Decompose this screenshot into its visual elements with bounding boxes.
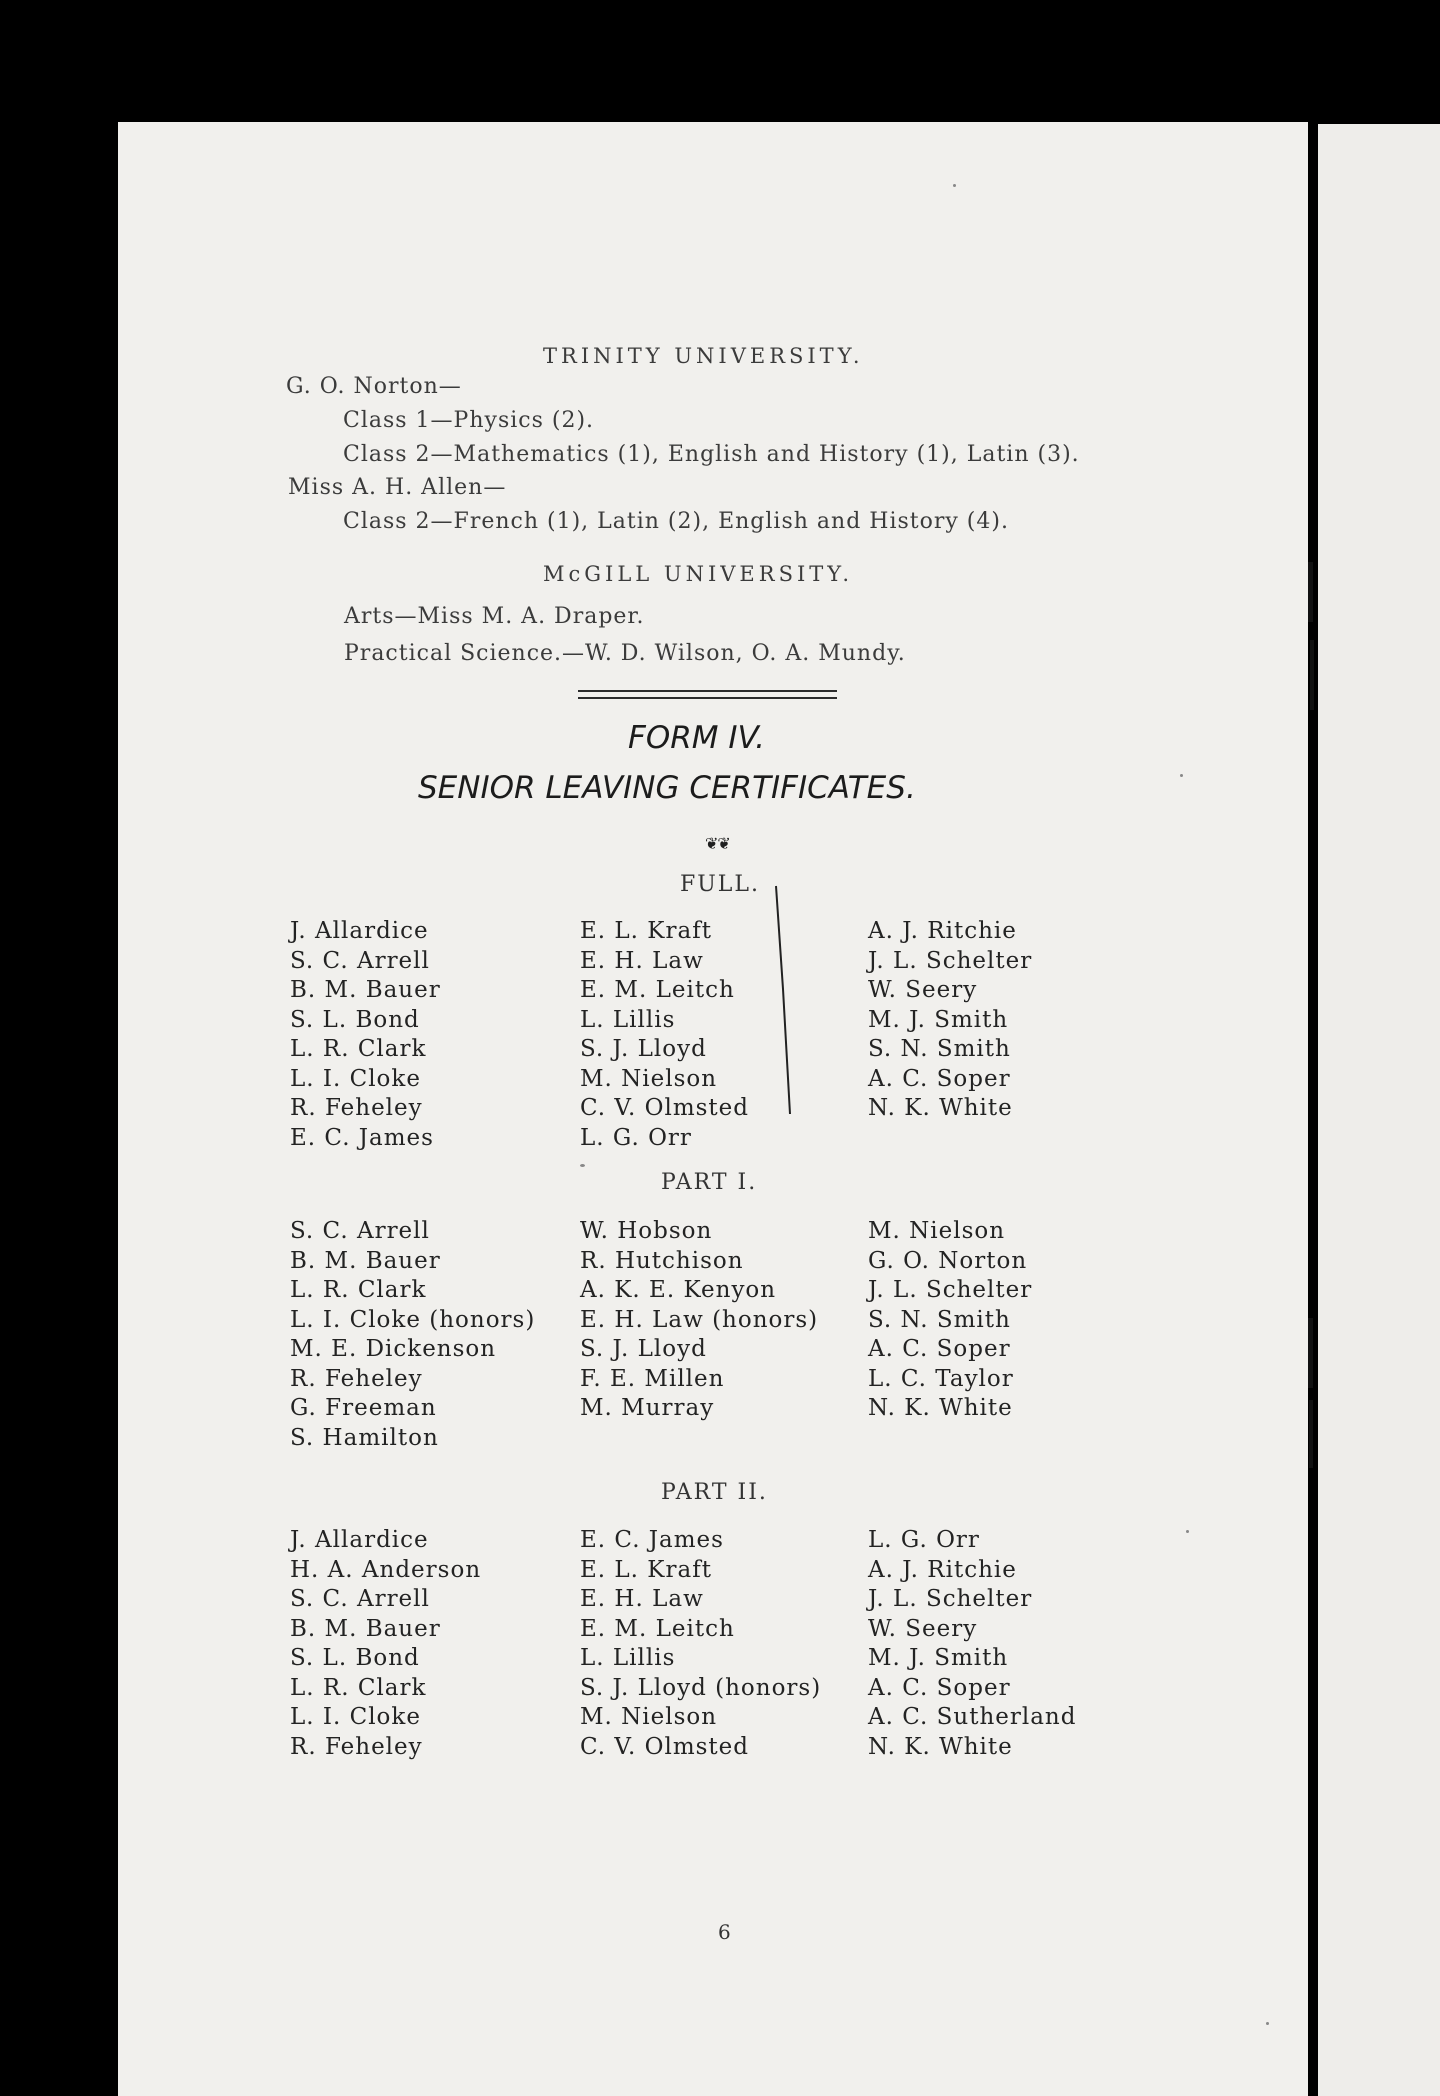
list-item: W. Seery [868, 977, 978, 1003]
part1-label: PART I. [661, 1170, 758, 1195]
list-item: M. Murray [580, 1395, 715, 1421]
list-item: A. C. Soper [868, 1065, 1011, 1092]
pencil-mark-icon [773, 884, 803, 1124]
list-item: B. M. Bauer [290, 1615, 441, 1642]
binding-mark [1308, 562, 1313, 622]
divider-rule-bottom [578, 697, 837, 699]
list-item: A. C. Soper [868, 1674, 1011, 1701]
list-item: L. R. Clark [290, 1277, 427, 1303]
list-item: E. L. Kraft [580, 918, 712, 944]
list-item: J. L. Schelter [868, 1586, 1033, 1612]
part1-column-3 [868, 1217, 1032, 1424]
list-item: N. K. White [868, 1095, 1013, 1121]
form-subtitle: SENIOR LEAVING CERTIFICATES. [418, 770, 916, 806]
list-item: W. Hobson [580, 1218, 713, 1244]
list-item: L. I. Cloke (honors) [290, 1306, 536, 1333]
full-label: FULL. [680, 872, 761, 897]
scan-speck [1180, 774, 1183, 777]
list-item: A. C. Sutherland [868, 1704, 1077, 1730]
list-item: L. R. Clark [290, 1036, 427, 1062]
list-item: M. Nielson [868, 1218, 1006, 1244]
part2-column-2 [580, 1526, 821, 1762]
part1-column-1 [290, 1217, 535, 1453]
list-item: E. H. Law (honors) [580, 1306, 819, 1333]
norton-class1: Class 1—Physics (2). [343, 408, 595, 433]
list-item: A. K. E. Kenyon [580, 1277, 777, 1303]
page-number: 6 [718, 1920, 731, 1944]
list-item: A. J. Ritchie [868, 1556, 1017, 1583]
list-item: E. M. Leitch [580, 977, 735, 1003]
list-item: C. V. Olmsted [580, 1733, 750, 1760]
list-item: M. E. Dickenson [290, 1336, 497, 1362]
list-item: L. C. Taylor [868, 1365, 1014, 1392]
list-item: E. M. Leitch [580, 1615, 735, 1642]
list-item: J. L. Schelter [868, 1277, 1033, 1303]
list-item: N. K. White [868, 1395, 1013, 1421]
list-item: R. Hutchison [580, 1247, 744, 1274]
scan-speck [953, 184, 956, 187]
binding-mark [1309, 1400, 1313, 1468]
list-item: A. J. Ritchie [868, 918, 1017, 944]
trinity-heading: TRINITY UNIVERSITY. [543, 344, 864, 368]
list-item: L. I. Cloke [290, 1704, 421, 1730]
list-item: R. Feheley [290, 1095, 423, 1121]
list-item: R. Feheley [290, 1733, 423, 1760]
part2-column-3 [868, 1526, 1076, 1762]
list-item: W. Seery [868, 1615, 978, 1642]
list-item: S. N. Smith [868, 1036, 1011, 1062]
list-item: J. L. Schelter [868, 947, 1033, 974]
list-item: L. Lillis [580, 1006, 676, 1033]
allen-name: Miss A. H. Allen— [288, 475, 507, 500]
list-item: S. N. Smith [868, 1306, 1011, 1333]
list-item: E. H. Law [580, 1586, 704, 1612]
list-item: S. J. Lloyd [580, 1336, 707, 1362]
list-item: E. H. Law [580, 947, 704, 974]
list-item: L. I. Cloke [290, 1065, 421, 1092]
mcgill-arts: Arts—Miss M. A. Draper. [344, 604, 645, 629]
list-item: S. C. Arrell [290, 1218, 430, 1244]
scanned-page [118, 122, 1308, 2096]
list-item: E. L. Kraft [580, 1556, 712, 1583]
list-item: M. Nielson [580, 1704, 718, 1730]
list-item: S. J. Lloyd (honors) [580, 1674, 822, 1701]
list-item: M. J. Smith [868, 1645, 1009, 1671]
list-item: G. O. Norton [868, 1247, 1028, 1274]
list-item: B. M. Bauer [290, 977, 441, 1003]
part2-column-1 [290, 1526, 481, 1762]
list-item: R. Feheley [290, 1365, 423, 1392]
norton-name: G. O. Norton— [286, 374, 462, 399]
part1-column-2 [580, 1217, 818, 1424]
norton-class2: Class 2—Mathematics (1), English and History (1), Latin (3). [343, 442, 1080, 467]
list-item: M. J. Smith [868, 1006, 1009, 1033]
list-item: M. Nielson [580, 1065, 718, 1092]
full-column-1 [290, 917, 441, 1153]
list-item: L. R. Clark [290, 1674, 427, 1701]
list-item: E. C. James [290, 1124, 434, 1151]
list-item: L. G. Orr [868, 1527, 980, 1553]
ornament-icon: ❦❦ [705, 834, 730, 853]
list-item: H. A. Anderson [290, 1556, 482, 1583]
scan-speck [1266, 2022, 1269, 2025]
form-title: FORM IV. [628, 720, 766, 756]
list-item: L. Lillis [580, 1645, 676, 1671]
full-column-2 [580, 917, 749, 1153]
list-item: L. G. Orr [580, 1124, 692, 1151]
scan-speck [1186, 1530, 1189, 1533]
full-column-3 [868, 917, 1032, 1124]
list-item: S. L. Bond [290, 1006, 420, 1033]
list-item: S. C. Arrell [290, 947, 430, 974]
list-item: E. C. James [580, 1527, 724, 1553]
divider-rule-top [578, 690, 837, 692]
list-item: C. V. Olmsted [580, 1095, 750, 1121]
list-item: S. Hamilton [290, 1424, 439, 1451]
binding-mark [1308, 1318, 1313, 1388]
list-item: F. E. Millen [580, 1365, 725, 1392]
list-item: B. M. Bauer [290, 1247, 441, 1274]
list-item: S. L. Bond [290, 1645, 420, 1671]
scan-speck [580, 1164, 585, 1167]
list-item: J. Allardice [290, 1527, 429, 1553]
list-item: A. C. Soper [868, 1336, 1011, 1362]
mcgill-heading: McGILL UNIVERSITY. [543, 562, 854, 586]
list-item: S. C. Arrell [290, 1586, 430, 1612]
allen-class2: Class 2—French (1), Latin (2), English and History (4). [343, 509, 1009, 534]
list-item: S. J. Lloyd [580, 1036, 707, 1062]
list-item: J. Allardice [290, 918, 429, 944]
list-item: N. K. White [868, 1733, 1013, 1760]
part2-label: PART II. [661, 1480, 768, 1505]
list-item: G. Freeman [290, 1395, 437, 1421]
mcgill-practical: Practical Science.—W. D. Wilson, O. A. Mundy. [344, 641, 906, 666]
binding-mark [1310, 640, 1314, 710]
adjacent-page-edge [1318, 124, 1440, 2096]
